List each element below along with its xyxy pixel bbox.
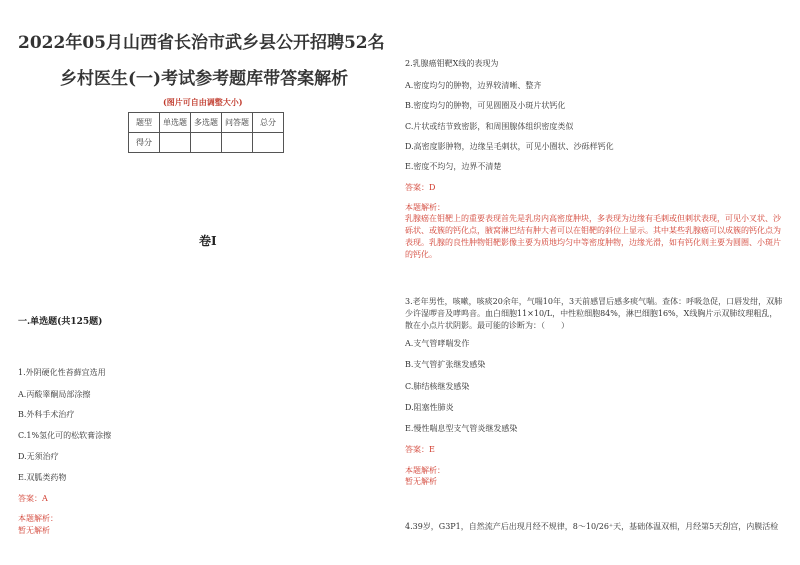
question-2-explain-text: 乳腺癌在钼靶上的重要表现首先是乳房内高密度肿块，多表现为边缘有毛刺或但刺状表现，可见小叉状、沙砾状、或簇的钙化点，腋窝淋巴结有肿大者可以在钼靶的斜位上显示。其中某些乳腺癌可以成簇的钙化点为表现。乳腺的良性肿物钼靶影像主要为质地均匀中等密度肿物，边缘光滑，如有钙化则主要为圆圈、小斑片的钙化。 (405, 214, 781, 259)
question-3-explain-label: 本题解析： (405, 466, 445, 475)
score-header-type: 题型 (129, 113, 160, 133)
score-header-total: 总分 (253, 113, 284, 133)
question-2-option-e: E.密度不均匀，边界不清楚 (405, 162, 502, 171)
question-2-option-d: D.高密度影肿物，边缘呈毛刺状，可见小圈状、沙砾样钙化 (405, 142, 614, 151)
question-2-stem: 2.乳腺癌钼靶X线的表现为 (405, 59, 499, 68)
question-1-answer: 答案：A (18, 494, 48, 503)
question-1-option-a: A.丙酸睾酮局部涂擦 (18, 390, 91, 399)
question-3-stem: 3.老年男性，咳嗽，咳痰20余年，气喘10年，3天前感冒后感多痰气喘。查体：呼吸急促，口唇发绀，双肺少许湿啰音及哮鸣音。血白细胞11×10/L，中性粒细胞84%，淋巴细胞16%，X线胸片示双肺纹理粗乱，散在小点片状阴影。最可能的诊断为：（ ） (405, 297, 783, 330)
doc-title-line1: 2022年05月山西省长治市武乡县公开招聘52名 (18, 33, 385, 53)
question-3-option-c: C.肺结核继发感染 (405, 382, 470, 391)
question-1-option-b: B.外科手术治疗 (18, 410, 75, 419)
question-4-stem: 4.39岁，G3P1，自然流产后出现月经不规律，8～10/26⁺天，基础体温双相，月经第5天刮宫，内膜活检 (405, 522, 779, 531)
question-3-option-b: B.支气管扩张继发感染 (405, 360, 486, 369)
question-1-explain-text: 暂无解析 (18, 526, 50, 535)
volume-heading: 卷I (199, 234, 217, 248)
score-header-multi: 多选题 (191, 113, 222, 133)
score-header-qa: 问答题 (222, 113, 253, 133)
score-table-header-row (129, 113, 284, 133)
question-1-option-e: E.双胍类药物 (18, 473, 67, 482)
score-table (128, 112, 284, 153)
question-2-option-c: C.片状或结节致密影，和周围腺体组织密度类似 (405, 122, 574, 131)
question-1-stem: 1.外阴硬化性苔藓宜选用 (18, 368, 106, 377)
question-2-explain-label: 本题解析： (405, 203, 445, 212)
score-cell (160, 133, 191, 153)
score-cell (191, 133, 222, 153)
section-heading: 一.单选题(共125题) (18, 317, 103, 327)
image-resize-note: (图片可自由调整大小) (163, 97, 243, 107)
question-2-option-a: A.密度均匀的肿物，边界较清晰、整齐 (405, 81, 542, 90)
question-1-option-c: C.1%氢化可的松软膏涂擦 (18, 431, 112, 440)
question-3-answer: 答案：E (405, 445, 435, 454)
question-3-explain-text: 暂无解析 (405, 477, 437, 486)
question-1-explain-label: 本题解析： (18, 514, 58, 523)
question-3-option-d: D.阻塞性肺炎 (405, 403, 454, 412)
question-2-option-b: B.密度均匀的肿物，可见圆圈及小斑片状钙化 (405, 101, 566, 110)
question-3-option-a: A.支气管哮喘发作 (405, 339, 470, 348)
score-row-label: 得分 (129, 133, 160, 153)
question-3-option-e: E.慢性喘息型支气管炎继发感染 (405, 424, 518, 433)
question-1-option-d: D.无须治疗 (18, 452, 59, 461)
score-header-single: 单选题 (160, 113, 191, 133)
question-2-answer: 答案：D (405, 183, 436, 192)
score-cell (222, 133, 253, 153)
score-cell (253, 133, 284, 153)
score-table-score-row (129, 133, 284, 153)
doc-title-line2: 乡村医生(一)考试参考题库带答案解析 (60, 69, 349, 89)
